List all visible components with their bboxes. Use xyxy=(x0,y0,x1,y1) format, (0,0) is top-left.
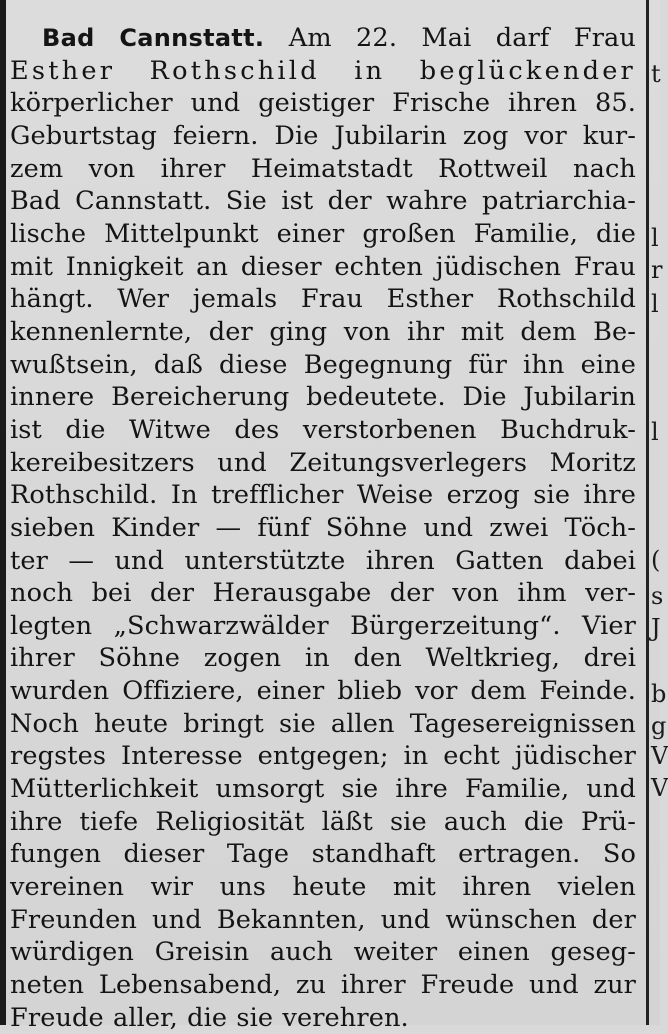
article-line xyxy=(10,22,636,55)
article-line: regstes Interesse entgegen; in echt jüdischer xyxy=(10,741,636,772)
article-line: Bad Cannstatt. Sie ist der wahre patriarchia- xyxy=(10,186,636,217)
article-line: ihrer Söhne zogen in den Weltkrieg, drei xyxy=(10,643,636,674)
article-line: neten Lebensabend, zu ihrer Freude und zur xyxy=(10,970,636,1001)
article-line: vereinen wir uns heute mit ihren vielen xyxy=(10,872,636,903)
article-line: kennenlernte, der ging von ihr mit dem Be- xyxy=(10,316,636,347)
article-line: zem von ihrer Heimatstadt Rottweil nach xyxy=(10,153,636,184)
neighbour-fragment: J xyxy=(651,614,661,642)
neighbour-fragment: s xyxy=(651,582,664,610)
article-line: Mütterlichkeit umsorgt sie ihre Familie, und xyxy=(10,774,636,805)
neighbour-fragment: r xyxy=(651,256,663,284)
neighbour-fragment: t xyxy=(651,60,661,88)
article-line: lische Mittelpunkt einer großen Familie, die xyxy=(10,218,636,249)
article-line: legten „Schwarzwälder Bürgerzeitung“. Vier xyxy=(10,610,636,641)
article-text xyxy=(10,22,636,1034)
column-rule-right xyxy=(646,0,649,1025)
neighbour-fragment: V xyxy=(651,742,668,770)
article-line: mit Innigkeit an dieser echten jüdischen Frau xyxy=(10,251,636,282)
article-line: noch bei der Herausgabe der von ihm ver- xyxy=(10,578,636,609)
article-line: ihre tiefe Religiosität läßt sie auch die Prü- xyxy=(10,806,636,837)
article-line: Geburtstag feiern. Die Jubilarin zog vor kur- xyxy=(10,120,636,151)
neighbour-fragment: g xyxy=(651,712,667,740)
article-line: innere Bereicherung bedeutete. Die Jubilarin xyxy=(10,382,636,413)
article-line: Freude aller, die sie verehren. xyxy=(10,1002,409,1033)
article-line: ist die Witwe des verstorbenen Buchdruk- xyxy=(10,414,636,445)
article-line: fungen dieser Tage standhaft ertragen. So xyxy=(10,839,636,870)
neighbour-fragment: ( xyxy=(651,546,661,574)
article-line: körperlicher und geistiger Frische ihren 85. xyxy=(10,88,636,119)
headline-place: Bad Cannstatt. xyxy=(42,24,265,52)
neighbour-fragment: l xyxy=(651,418,659,446)
article-line: wußtsein, daß diese Begegnung für ihn eine xyxy=(10,349,636,380)
article-line-text: Am 22. Mai darf Frau xyxy=(288,23,636,53)
neighbour-fragment: l xyxy=(651,224,659,252)
neighbour-fragment: V xyxy=(651,774,668,802)
article-line: Esther Rothschild in beglückender xyxy=(10,55,636,86)
article-line: Noch heute bringt sie allen Tagesereignissen xyxy=(10,708,636,739)
neighbour-column-edge xyxy=(651,0,668,1025)
article-line: ter — und unterstützte ihren Gatten dabei xyxy=(10,545,636,576)
article-line: hängt. Wer jemals Frau Esther Rothschild xyxy=(10,284,636,315)
neighbour-fragment: l xyxy=(651,290,659,318)
article-line: würdigen Greisin auch weiter einen geseg- xyxy=(10,937,636,968)
article-line: Freunden und Bekannten, und wünschen der xyxy=(10,904,636,935)
column-rule-left xyxy=(0,0,6,1025)
article-line: Rothschild. In trefflicher Weise erzog sie ihre xyxy=(10,480,636,511)
article-line: sieben Kinder — fünf Söhne und zwei Töch- xyxy=(10,512,636,543)
article-line: wurden Offiziere, einer blieb vor dem Feinde. xyxy=(10,676,636,707)
neighbour-fragment: b xyxy=(651,680,667,708)
article-column xyxy=(10,22,636,1033)
article-line: kereibesitzers und Zeitungsverlegers Moritz xyxy=(10,447,636,478)
